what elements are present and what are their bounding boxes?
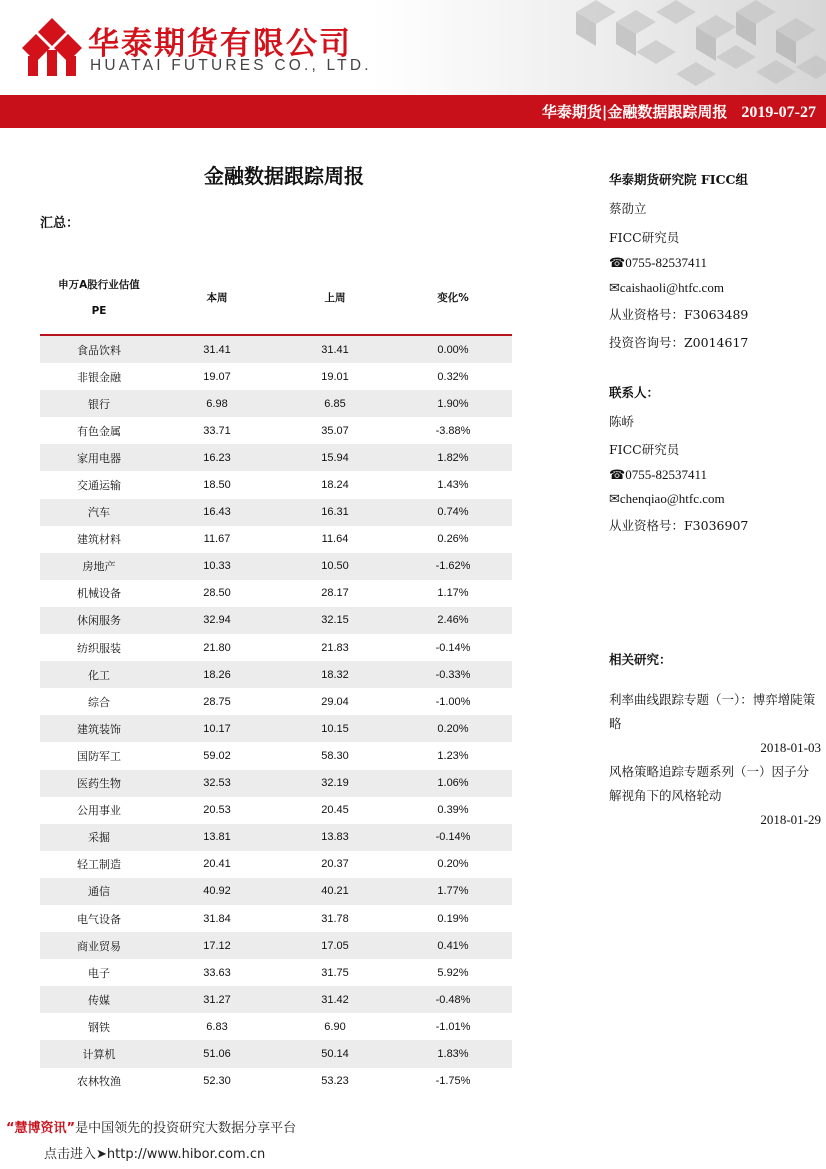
footer-brand: “慧博资讯”	[6, 1121, 76, 1136]
related-label: 相关研究：	[609, 652, 672, 667]
header-industry-line1: 申万A股行业估值	[58, 279, 140, 291]
this-week-cell: 19.07	[203, 370, 231, 383]
last-week-cell: 28.17	[321, 587, 349, 600]
banner-title: 华泰期货|金融数据跟踪周报	[541, 103, 728, 121]
industry-cell: 家用电器	[40, 444, 158, 471]
last-week-cell: 35.07	[321, 424, 349, 437]
table-row	[40, 715, 512, 742]
analyst1-name: 蔡劭立	[609, 201, 647, 216]
table-row	[40, 661, 512, 688]
industry-cell: 银行	[40, 390, 158, 417]
change-cell: 5.92%	[437, 966, 469, 979]
change-cell: 0.26%	[437, 533, 469, 546]
change-cell: 1.17%	[437, 587, 469, 600]
analyst1-email-row	[609, 280, 724, 296]
last-week-cell: 50.14	[276, 1040, 394, 1067]
this-week-cell: 33.63	[203, 966, 231, 979]
industry-cell: 传媒	[40, 986, 158, 1013]
analyst2-email[interactable]: chenqiao@htfc.com	[619, 491, 725, 506]
summary-label: 汇总：	[40, 216, 80, 231]
table-row	[40, 335, 512, 363]
analyst1-phone-row	[609, 255, 707, 271]
company-name-en: HUATAI FUTURES CO., LTD.	[90, 57, 372, 74]
table-row	[40, 526, 512, 553]
this-week-cell: 33.71	[203, 424, 231, 437]
this-week-cell: 11.67	[203, 533, 231, 546]
this-week-cell: 28.75	[203, 695, 231, 708]
header-industry-line2: PE	[91, 305, 107, 317]
change-cell: -1.00%	[435, 695, 471, 708]
header-industry-label	[58, 279, 140, 317]
table-row	[40, 986, 512, 1013]
phone-icon: ☎	[609, 255, 626, 270]
industry-cell: 电气设备	[77, 912, 121, 926]
table-row	[40, 390, 512, 417]
change-cell: 1.06%	[394, 770, 512, 797]
change-cell: 1.83%	[394, 1040, 512, 1067]
banner-text	[542, 101, 816, 122]
last-week-cell: 18.24	[321, 479, 349, 492]
related-research-list	[609, 688, 821, 832]
related-item-1-title[interactable]: 利率曲线跟踪专题（一）：博弈增陡策略	[609, 692, 816, 731]
last-week-cell: 20.45	[321, 804, 349, 817]
analyst2-role: FICC研究员	[609, 442, 680, 457]
last-week-cell: 20.37	[321, 858, 349, 871]
change-cell: -0.33%	[394, 661, 512, 688]
this-week-cell: 31.41	[158, 335, 276, 363]
last-week-cell: 19.01	[321, 370, 349, 383]
footer-link[interactable]: http://www.hibor.com.cn	[106, 1147, 266, 1162]
change-cell: -0.48%	[394, 986, 512, 1013]
industry-cell: 公用事业	[77, 804, 121, 818]
this-week-cell: 10.33	[158, 553, 276, 580]
this-week-cell: 40.92	[158, 878, 276, 905]
industry-cell: 有色金属	[77, 424, 121, 438]
last-week-cell: 10.15	[276, 715, 394, 742]
institute-label: 华泰期货研究院 FICC组	[609, 172, 748, 187]
contact-label: 联系人：	[609, 385, 660, 400]
footer-slogan-text: 是中国领先的投资研究大数据分享平台	[75, 1121, 297, 1136]
change-cell: 0.32%	[437, 370, 469, 383]
table-row	[40, 499, 512, 526]
table-row	[40, 851, 512, 878]
this-week-cell: 32.94	[158, 607, 276, 634]
industry-cell: 采掘	[40, 824, 158, 851]
last-week-cell: 6.85	[276, 390, 394, 417]
analyst2-phone-row	[609, 467, 707, 483]
change-cell: 1.82%	[394, 444, 512, 471]
last-week-cell: 29.04	[321, 695, 349, 708]
change-cell: 0.39%	[437, 804, 469, 817]
this-week-cell: 32.53	[158, 770, 276, 797]
last-week-cell: 31.78	[321, 912, 349, 925]
industry-cell: 国防军工	[77, 749, 121, 763]
change-cell: -0.14%	[394, 824, 512, 851]
this-week-cell: 31.27	[158, 986, 276, 1013]
change-cell: -1.62%	[394, 553, 512, 580]
industry-cell: 纺织服装	[77, 641, 121, 655]
change-cell: 1.23%	[437, 749, 469, 762]
analyst1-role: FICC研究员	[609, 230, 680, 245]
page-header	[0, 0, 826, 95]
mail-icon: ✉	[609, 280, 620, 295]
table-row	[40, 553, 512, 580]
table-row	[40, 742, 512, 769]
footer-link-row	[44, 1143, 265, 1162]
header-last-week: 上周	[276, 262, 394, 335]
change-cell: -1.01%	[435, 1020, 471, 1033]
last-week-cell: 31.75	[321, 966, 349, 979]
industry-cell: 电子	[88, 966, 110, 980]
this-week-cell: 6.83	[206, 1020, 228, 1033]
header-industry	[40, 262, 158, 335]
table-row	[40, 580, 512, 607]
table-row	[40, 1068, 512, 1095]
industry-cell: 非银金融	[77, 370, 121, 384]
last-week-cell: 13.83	[276, 824, 394, 851]
phone-icon: ☎	[609, 467, 626, 482]
table-row	[40, 932, 512, 959]
this-week-cell: 59.02	[203, 749, 231, 762]
industry-cell: 化工	[40, 661, 158, 688]
table-row	[40, 444, 512, 471]
this-week-cell: 17.12	[158, 932, 276, 959]
change-cell: 1.90%	[394, 390, 512, 417]
analyst1-qualification: 从业资格号：F3063489	[609, 307, 749, 322]
table-row	[40, 634, 512, 661]
last-week-cell: 31.41	[276, 335, 394, 363]
cube-pattern-decoration	[446, 0, 826, 95]
header-change: 变化%	[394, 262, 512, 335]
industry-cell: 建筑装饰	[40, 715, 158, 742]
header-this-week: 本周	[158, 262, 276, 335]
industry-cell: 食品饮料	[40, 335, 158, 363]
last-week-cell: 58.30	[321, 749, 349, 762]
change-cell: 0.00%	[394, 335, 512, 363]
analyst2-email-row	[609, 491, 725, 507]
analyst2-name: 陈峤	[609, 414, 635, 429]
this-week-cell: 31.84	[203, 912, 231, 925]
industry-cell: 钢铁	[88, 1020, 110, 1034]
change-cell: 1.43%	[437, 479, 469, 492]
table-row	[40, 607, 512, 634]
last-week-cell: 40.21	[276, 878, 394, 905]
footer-slogan	[6, 1117, 296, 1136]
this-week-cell: 6.98	[158, 390, 276, 417]
table-row	[40, 1040, 512, 1067]
table-row	[40, 797, 512, 824]
change-cell: 0.41%	[394, 932, 512, 959]
footer-link-prefix: 点击进入	[44, 1147, 97, 1162]
this-week-cell: 13.81	[158, 824, 276, 851]
this-week-cell: 18.50	[203, 479, 231, 492]
industry-cell: 休闲服务	[40, 607, 158, 634]
last-week-cell: 17.05	[276, 932, 394, 959]
related-item-1-date: 2018-01-03	[760, 740, 821, 755]
last-week-cell: 10.50	[276, 553, 394, 580]
last-week-cell: 11.64	[321, 533, 349, 546]
last-week-cell: 32.15	[276, 607, 394, 634]
industry-cell: 商业贸易	[40, 932, 158, 959]
analyst2-phone: 0755-82537411	[625, 467, 708, 482]
banner-date: 2019-07-27	[741, 104, 816, 121]
change-cell: -0.14%	[435, 641, 471, 654]
table-row	[40, 363, 512, 390]
last-week-cell: 18.32	[276, 661, 394, 688]
change-cell: 0.19%	[437, 912, 469, 925]
industry-cell: 农林牧渔	[77, 1075, 121, 1089]
industry-cell: 建筑材料	[77, 533, 121, 547]
last-week-cell: 31.42	[276, 986, 394, 1013]
table-row	[40, 471, 512, 498]
this-week-cell: 16.43	[158, 499, 276, 526]
table-body	[40, 335, 512, 1095]
change-cell: 1.77%	[394, 878, 512, 905]
last-week-cell: 21.83	[321, 641, 349, 654]
industry-cell: 轻工制造	[77, 858, 121, 872]
huatai-logo-icon	[22, 16, 82, 78]
table-row	[40, 878, 512, 905]
last-week-cell: 15.94	[276, 444, 394, 471]
industry-cell: 综合	[88, 695, 110, 709]
company-name-cn: 华泰期货有限公司	[88, 26, 352, 62]
analyst1-phone: 0755-82537411	[625, 255, 708, 270]
industry-cell: 机械设备	[77, 587, 121, 601]
last-week-cell: 53.23	[321, 1075, 349, 1088]
this-week-cell: 52.30	[203, 1075, 231, 1088]
change-cell: -1.75%	[435, 1075, 471, 1088]
change-cell: 0.20%	[437, 858, 469, 871]
cursor-icon: ➤	[96, 1147, 107, 1162]
table-row	[40, 770, 512, 797]
last-week-cell: 32.19	[276, 770, 394, 797]
industry-cell: 交通运输	[77, 479, 121, 493]
table-row	[40, 688, 512, 715]
table-row	[40, 1013, 512, 1040]
industry-cell: 通信	[40, 878, 158, 905]
report-title: 金融数据跟踪周报	[204, 164, 364, 188]
table-row	[40, 824, 512, 851]
this-week-cell: 20.41	[203, 858, 231, 871]
last-week-cell: 16.31	[276, 499, 394, 526]
industry-cell: 计算机	[40, 1040, 158, 1067]
industry-cell: 医药生物	[40, 770, 158, 797]
related-item-2-title[interactable]: 风格策略追踪专题系列（一）因子分解视角下的风格轮动	[609, 764, 810, 803]
this-week-cell: 16.23	[158, 444, 276, 471]
this-week-cell: 18.26	[158, 661, 276, 688]
valuation-table	[40, 262, 512, 1095]
analyst2-qualification: 从业资格号：F3036907	[609, 518, 749, 533]
change-cell: 2.46%	[394, 607, 512, 634]
table-row	[40, 905, 512, 932]
header-banner	[0, 95, 826, 128]
analyst1-consult: 投资咨询号：Z0014617	[609, 335, 749, 350]
table-row	[40, 959, 512, 986]
this-week-cell: 10.17	[158, 715, 276, 742]
industry-cell: 汽车	[40, 499, 158, 526]
analyst1-email[interactable]: caishaoli@htfc.com	[619, 280, 724, 295]
table-header-row	[40, 262, 512, 335]
this-week-cell: 20.53	[203, 804, 231, 817]
this-week-cell: 28.50	[203, 587, 231, 600]
change-cell: -3.88%	[435, 424, 471, 437]
industry-cell: 房地产	[40, 553, 158, 580]
change-cell: 0.74%	[394, 499, 512, 526]
last-week-cell: 6.90	[324, 1020, 346, 1033]
table-row	[40, 417, 512, 444]
this-week-cell: 51.06	[158, 1040, 276, 1067]
change-cell: 0.20%	[394, 715, 512, 742]
this-week-cell: 21.80	[203, 641, 231, 654]
related-item-2-date: 2018-01-29	[760, 812, 821, 827]
mail-icon: ✉	[609, 491, 620, 506]
